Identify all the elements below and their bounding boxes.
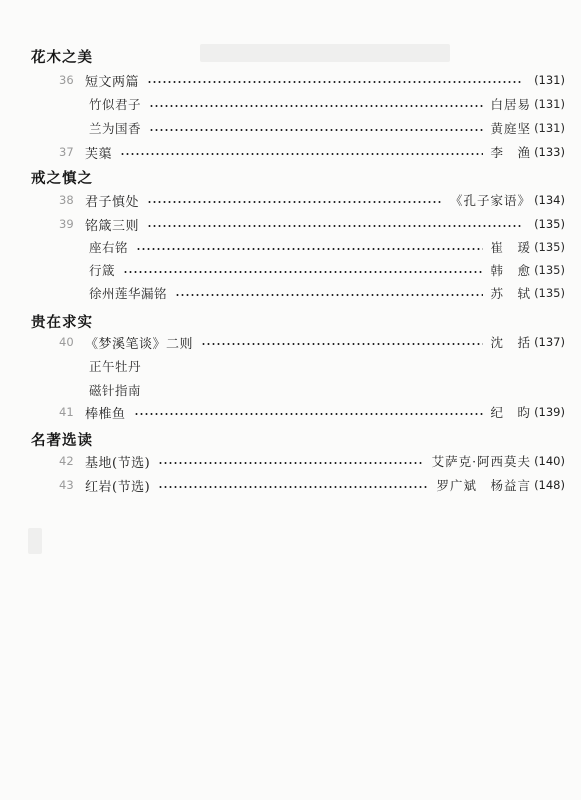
entry-title: 基地(节选)	[85, 455, 151, 471]
subentry-author: 苏 轼	[490, 286, 532, 301]
entry-number: 38	[59, 193, 74, 207]
subentry-page: (131)	[534, 121, 565, 135]
bleed-through-mark	[28, 528, 42, 554]
entry-title: 芙蕖	[85, 146, 113, 162]
subentry-page: (135)	[534, 263, 565, 277]
dot-leader	[147, 201, 442, 203]
section-heading: 戒之慎之	[31, 171, 93, 187]
dot-leader	[134, 413, 483, 415]
subentry-page: (131)	[534, 97, 565, 111]
entry-title: 《梦溪笔谈》二则	[85, 336, 194, 352]
entry-title: 棒椎鱼	[85, 406, 126, 422]
entry-page: (135)	[534, 217, 565, 231]
toc-entry[interactable]	[59, 191, 565, 209]
subentry-title: 徐州莲华漏铭	[89, 286, 168, 301]
entry-title: 铭箴三则	[85, 218, 140, 234]
toc-entry[interactable]	[59, 333, 565, 351]
entry-page: (137)	[534, 335, 565, 349]
entry-number: 40	[59, 335, 74, 349]
entry-number: 42	[59, 454, 74, 468]
toc-entry[interactable]	[59, 476, 565, 494]
entry-page: (131)	[534, 73, 565, 87]
subentry-author: 白居易	[490, 97, 532, 112]
dot-leader	[158, 462, 423, 464]
subentry-author: 韩 愈	[490, 263, 532, 278]
subentry-page: (135)	[534, 286, 565, 300]
entry-number: 43	[59, 478, 74, 492]
entry-author: 李 渔	[490, 145, 532, 160]
toc-entry[interactable]	[59, 143, 565, 161]
entry-title: 红岩(节选)	[85, 479, 151, 495]
dot-leader	[147, 81, 523, 83]
toc-entry[interactable]	[59, 71, 565, 89]
subentry-title: 磁针指南	[89, 383, 142, 398]
toc-entry[interactable]	[59, 403, 565, 421]
entry-title: 君子慎处	[85, 194, 140, 210]
entry-page: (148)	[534, 478, 565, 492]
toc-subentry[interactable]	[89, 261, 565, 279]
toc-subentry[interactable]	[89, 284, 565, 302]
entry-number: 36	[59, 73, 74, 87]
entry-author: 《孔子家语》	[450, 193, 532, 208]
toc-entry[interactable]	[59, 452, 565, 470]
subentry-title: 正午牡丹	[89, 359, 142, 374]
dot-leader	[201, 343, 483, 345]
dot-leader	[158, 486, 428, 488]
dot-leader	[175, 294, 483, 296]
subentry-page: (135)	[534, 240, 565, 254]
entry-page: (134)	[534, 193, 565, 207]
subentry-author: 黄庭坚	[490, 121, 532, 136]
entry-number: 37	[59, 145, 74, 159]
dot-leader	[149, 129, 483, 131]
entry-author: 沈 括	[490, 335, 532, 350]
toc-subentry[interactable]	[89, 357, 565, 375]
section-heading: 贵在求实	[31, 315, 93, 331]
entry-number: 39	[59, 217, 74, 231]
section-heading: 名著选读	[31, 433, 93, 449]
dot-leader	[123, 271, 483, 273]
section-heading: 花木之美	[31, 50, 93, 66]
entry-author: 纪 昀	[490, 405, 532, 420]
entry-number: 41	[59, 405, 74, 419]
toc-subentry[interactable]	[89, 381, 565, 399]
entry-author: 罗广斌 杨益言	[436, 478, 532, 493]
bleed-through-mark	[200, 44, 450, 62]
dot-leader	[149, 105, 483, 107]
subentry-title: 行箴	[89, 263, 116, 278]
subentry-title: 兰为国香	[89, 121, 142, 136]
entry-page: (139)	[534, 405, 565, 419]
entry-page: (140)	[534, 454, 565, 468]
subentry-title: 竹似君子	[89, 97, 142, 112]
subentry-title: 座右铭	[89, 240, 129, 255]
dot-leader	[147, 225, 523, 227]
dot-leader	[136, 248, 483, 250]
entry-page: (133)	[534, 145, 565, 159]
toc-entry[interactable]	[59, 215, 565, 233]
toc-subentry[interactable]	[89, 119, 565, 137]
entry-author: 艾萨克·阿西莫夫	[431, 454, 532, 469]
entry-title: 短文两篇	[85, 74, 140, 90]
dot-leader	[120, 153, 483, 155]
toc-subentry[interactable]	[89, 238, 565, 256]
toc-subentry[interactable]	[89, 95, 565, 113]
subentry-author: 崔 瑗	[490, 240, 532, 255]
